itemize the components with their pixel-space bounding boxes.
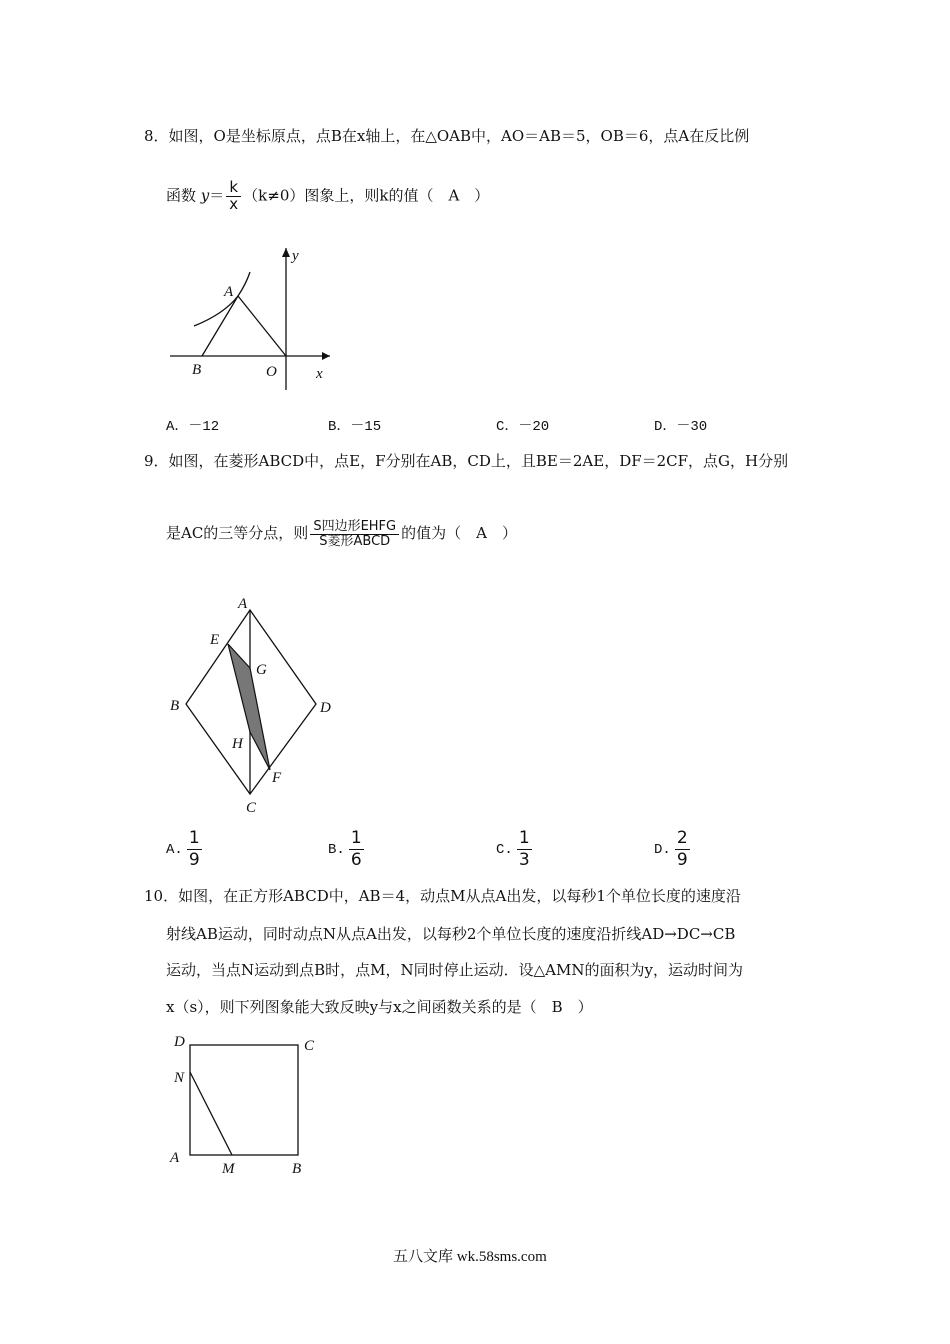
q9-option-b: B. $\frac{1}{6}$ [328, 828, 362, 870]
q8-option-a: A．－12 [166, 419, 220, 435]
q8-line1: 8．如图，O是坐标原点，点B在x轴上，在△OAB中，AO＝AB＝5，OB＝6，点A在反比例 [144, 127, 750, 145]
q10-line4: x（s），则下列图象能大致反映y与x之间函数关系的是（ B ） [166, 998, 593, 1016]
q10-label-C: C [304, 1038, 315, 1054]
q9-label-F: F [272, 770, 282, 786]
q9-label-C: C [246, 800, 257, 816]
q9-label-H: H [232, 736, 243, 752]
q8-label-x: x [316, 366, 323, 382]
q9-line2: 是AC的三等分点，则 $\frac{\text{S四边形EHFG}}{\text{S菱形ABCD}}$ 的值为（ A ） [166, 519, 517, 549]
q10-figure [160, 1030, 325, 1185]
q8-option-d: D．－30 [654, 419, 708, 435]
q10-label-N: N [174, 1070, 185, 1086]
q10-label-A: A [170, 1150, 180, 1166]
q9-figure [160, 592, 350, 827]
q8-line2: 函数 y＝ $\frac{k}{x}$ （k≠0）图象上，则k的值（ A ） [166, 178, 490, 213]
q9-fraction: $\frac{\text{S四边形EHFG}}{\text{S菱形ABCD}}$ [310, 520, 399, 548]
q9-option-d: D. $\frac{2}{9}$ [654, 828, 688, 870]
q10-line3: 运动，当点N运动到点B时，点M，N同时停止运动．设△AMN的面积为y，运动时间为 [166, 961, 743, 979]
q8-label-A: A [224, 284, 234, 300]
q8-label-B: B [192, 362, 202, 378]
footer-watermark: 五八文库 wk.58sms.com [393, 1249, 547, 1265]
q9-label-E: E [210, 632, 220, 648]
q8-option-c: C．－20 [496, 419, 550, 435]
q9-label-D: D [320, 700, 331, 716]
q8-figure [160, 240, 345, 400]
q10-line2: 射线AB运动，同时动点N从点A出发，以每秒2个单位长度的速度沿折线AD→DC→CB [166, 925, 736, 943]
q8-fraction: $\frac{k}{x}$ [226, 180, 241, 213]
q9-option-a: A. $\frac{1}{9}$ [166, 828, 200, 870]
q8-label-y: y [292, 248, 299, 264]
q9-label-B: B [170, 698, 180, 714]
q8-label-O: O [266, 364, 277, 380]
q10-label-D: D [174, 1034, 185, 1050]
q10-label-M: M [222, 1161, 235, 1177]
q9-option-c: C. $\frac{1}{3}$ [496, 828, 530, 870]
q10-label-B: B [292, 1161, 302, 1177]
q10-line1: 10．如图，在正方形ABCD中，AB＝4，动点M从点A出发，以每秒1个单位长度的速度沿 [144, 887, 741, 905]
q9-label-G: G [256, 662, 267, 678]
q8-option-b: B．－15 [328, 419, 382, 435]
q9-line1: 9．如图，在菱形ABCD中，点E，F分别在AB，CD上，且BE＝2AE，DF＝2CF，点G，H分别 [144, 452, 789, 470]
q9-label-A: A [238, 596, 248, 612]
